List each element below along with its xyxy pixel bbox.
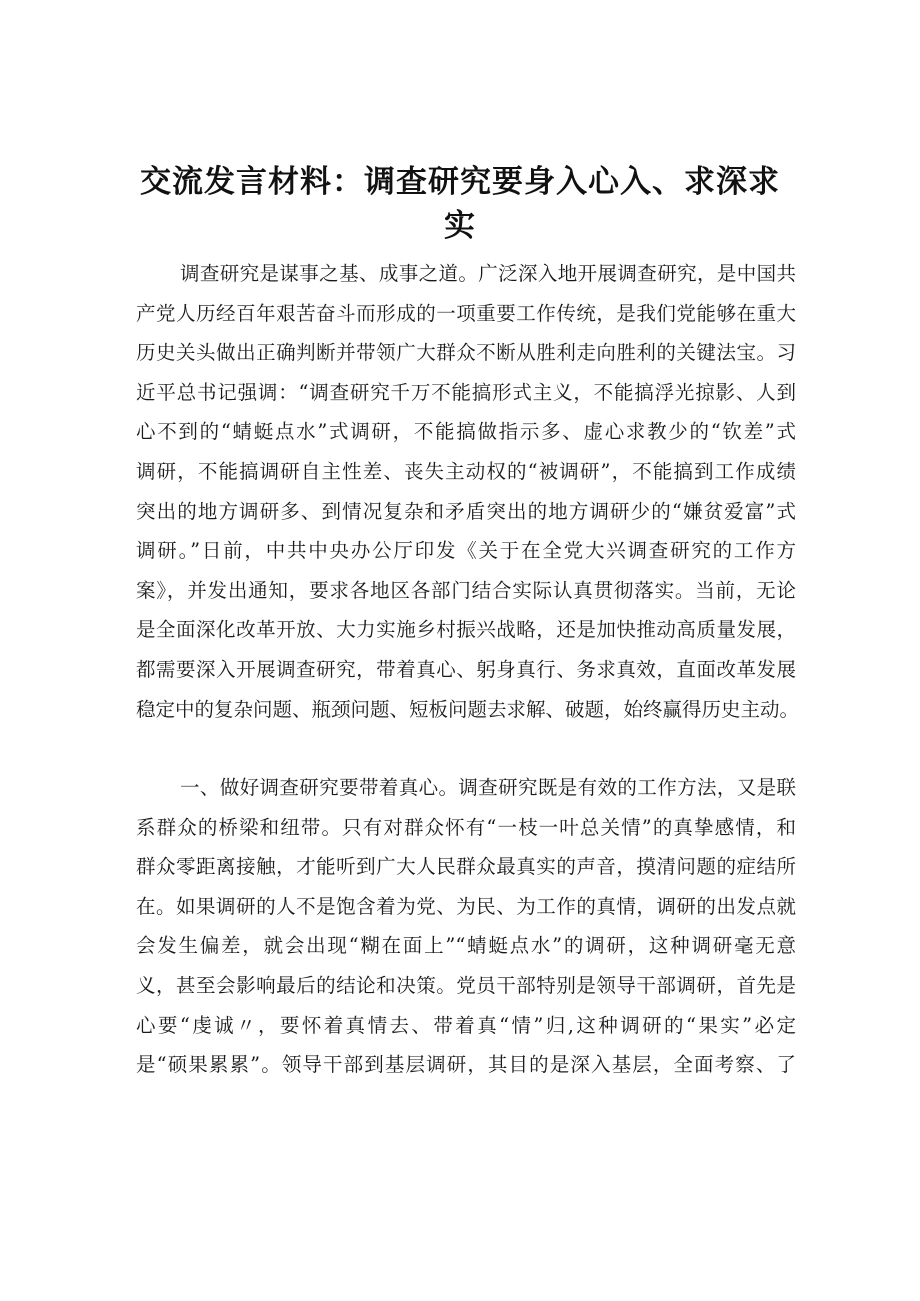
paragraph-line: 心不到的“蜻蜓点水”式调研，不能搞做指示多、虚心求教少的“钦差”式 — [136, 420, 796, 444]
paragraph-line: 系群众的桥梁和纽带。只有对群众怀有“一枝一叶总关情”的真挚感情，和 — [136, 815, 796, 839]
paragraph-line: 历史关头做出正确判断并带领广大群众不断从胜利走向胜利的关键法宝。习 — [136, 341, 796, 365]
paragraph-line: 群众零距离接触，才能听到广大人民群众最真实的声音，摸清问题的症结所 — [136, 855, 796, 879]
paragraph-line: 案》，并发出通知，要求各地区各部门结合实际认真贯彻落实。当前，无论 — [136, 578, 796, 602]
paragraph-line: 调研。”日前，中共中央办公厅印发《关于在全党大兴调查研究的工作方 — [136, 539, 796, 563]
document-title — [130, 160, 790, 248]
paragraph-line: 调查研究是谋事之基、成事之道。广泛深入地开展调查研究，是中国共 — [180, 262, 796, 285]
paragraph-line: 义，甚至会影响最后的结论和决策。党员干部特别是领导干部调研，首先是 — [136, 973, 796, 997]
paragraph-line: 稳定中的复杂问题、瓶颈问题、短板问题去求解、破题，始终赢得历史主动。 — [136, 697, 800, 721]
title-line: 实 — [444, 208, 476, 244]
paragraph-line: 突出的地方调研多、到情况复杂和矛盾突出的地方调研少的“嫌贫爱富”式 — [136, 499, 796, 523]
paragraph-line: 心要“虔诚〃，要怀着真情去、带着真“情”归,这种调研的“果实”必定 — [136, 1013, 796, 1037]
paragraph-line: 一、做好调查研究要带着真心。调查研究既是有效的工作方法，又是联 — [180, 776, 796, 799]
paragraph-line: 都需要深入开展调查研究，带着真心、躬身真行、务求真效，直面改革发展 — [136, 657, 796, 681]
title-line: 交流发言材料：调查研究要身入心入、求深求 — [140, 164, 780, 200]
paragraph-line: 调研，不能搞调研自主性差、丧失主动权的“被调研”，不能搞到工作成绩 — [136, 459, 796, 483]
paragraph-intro — [136, 254, 800, 729]
paragraph-line: 是“硕果累累”。领导干部到基层调研，其目的是深入基层，全面考察、了 — [136, 1053, 796, 1077]
paragraph-line: 是全面深化改革开放、大力实施乡村振兴战略，还是加快推动高质量发展， — [136, 618, 796, 642]
paragraph-line: 会发生偏差，就会出现“糊在面上”“蜻蜓点水”的调研，这种调研毫无意 — [136, 934, 796, 958]
paragraph-section-one — [136, 768, 796, 1085]
paragraph-line: 在。如果调研的人不是饱含着为党、为民、为工作的真情，调研的出发点就 — [136, 894, 796, 918]
paragraph-line: 近平总书记强调：“调查研究千万不能搞形式主义，不能搞浮光掠影、人到 — [136, 380, 796, 404]
paragraph-line: 产党人历经百年艰苦奋斗而形成的一项重要工作传统，是我们党能够在重大 — [136, 301, 796, 325]
